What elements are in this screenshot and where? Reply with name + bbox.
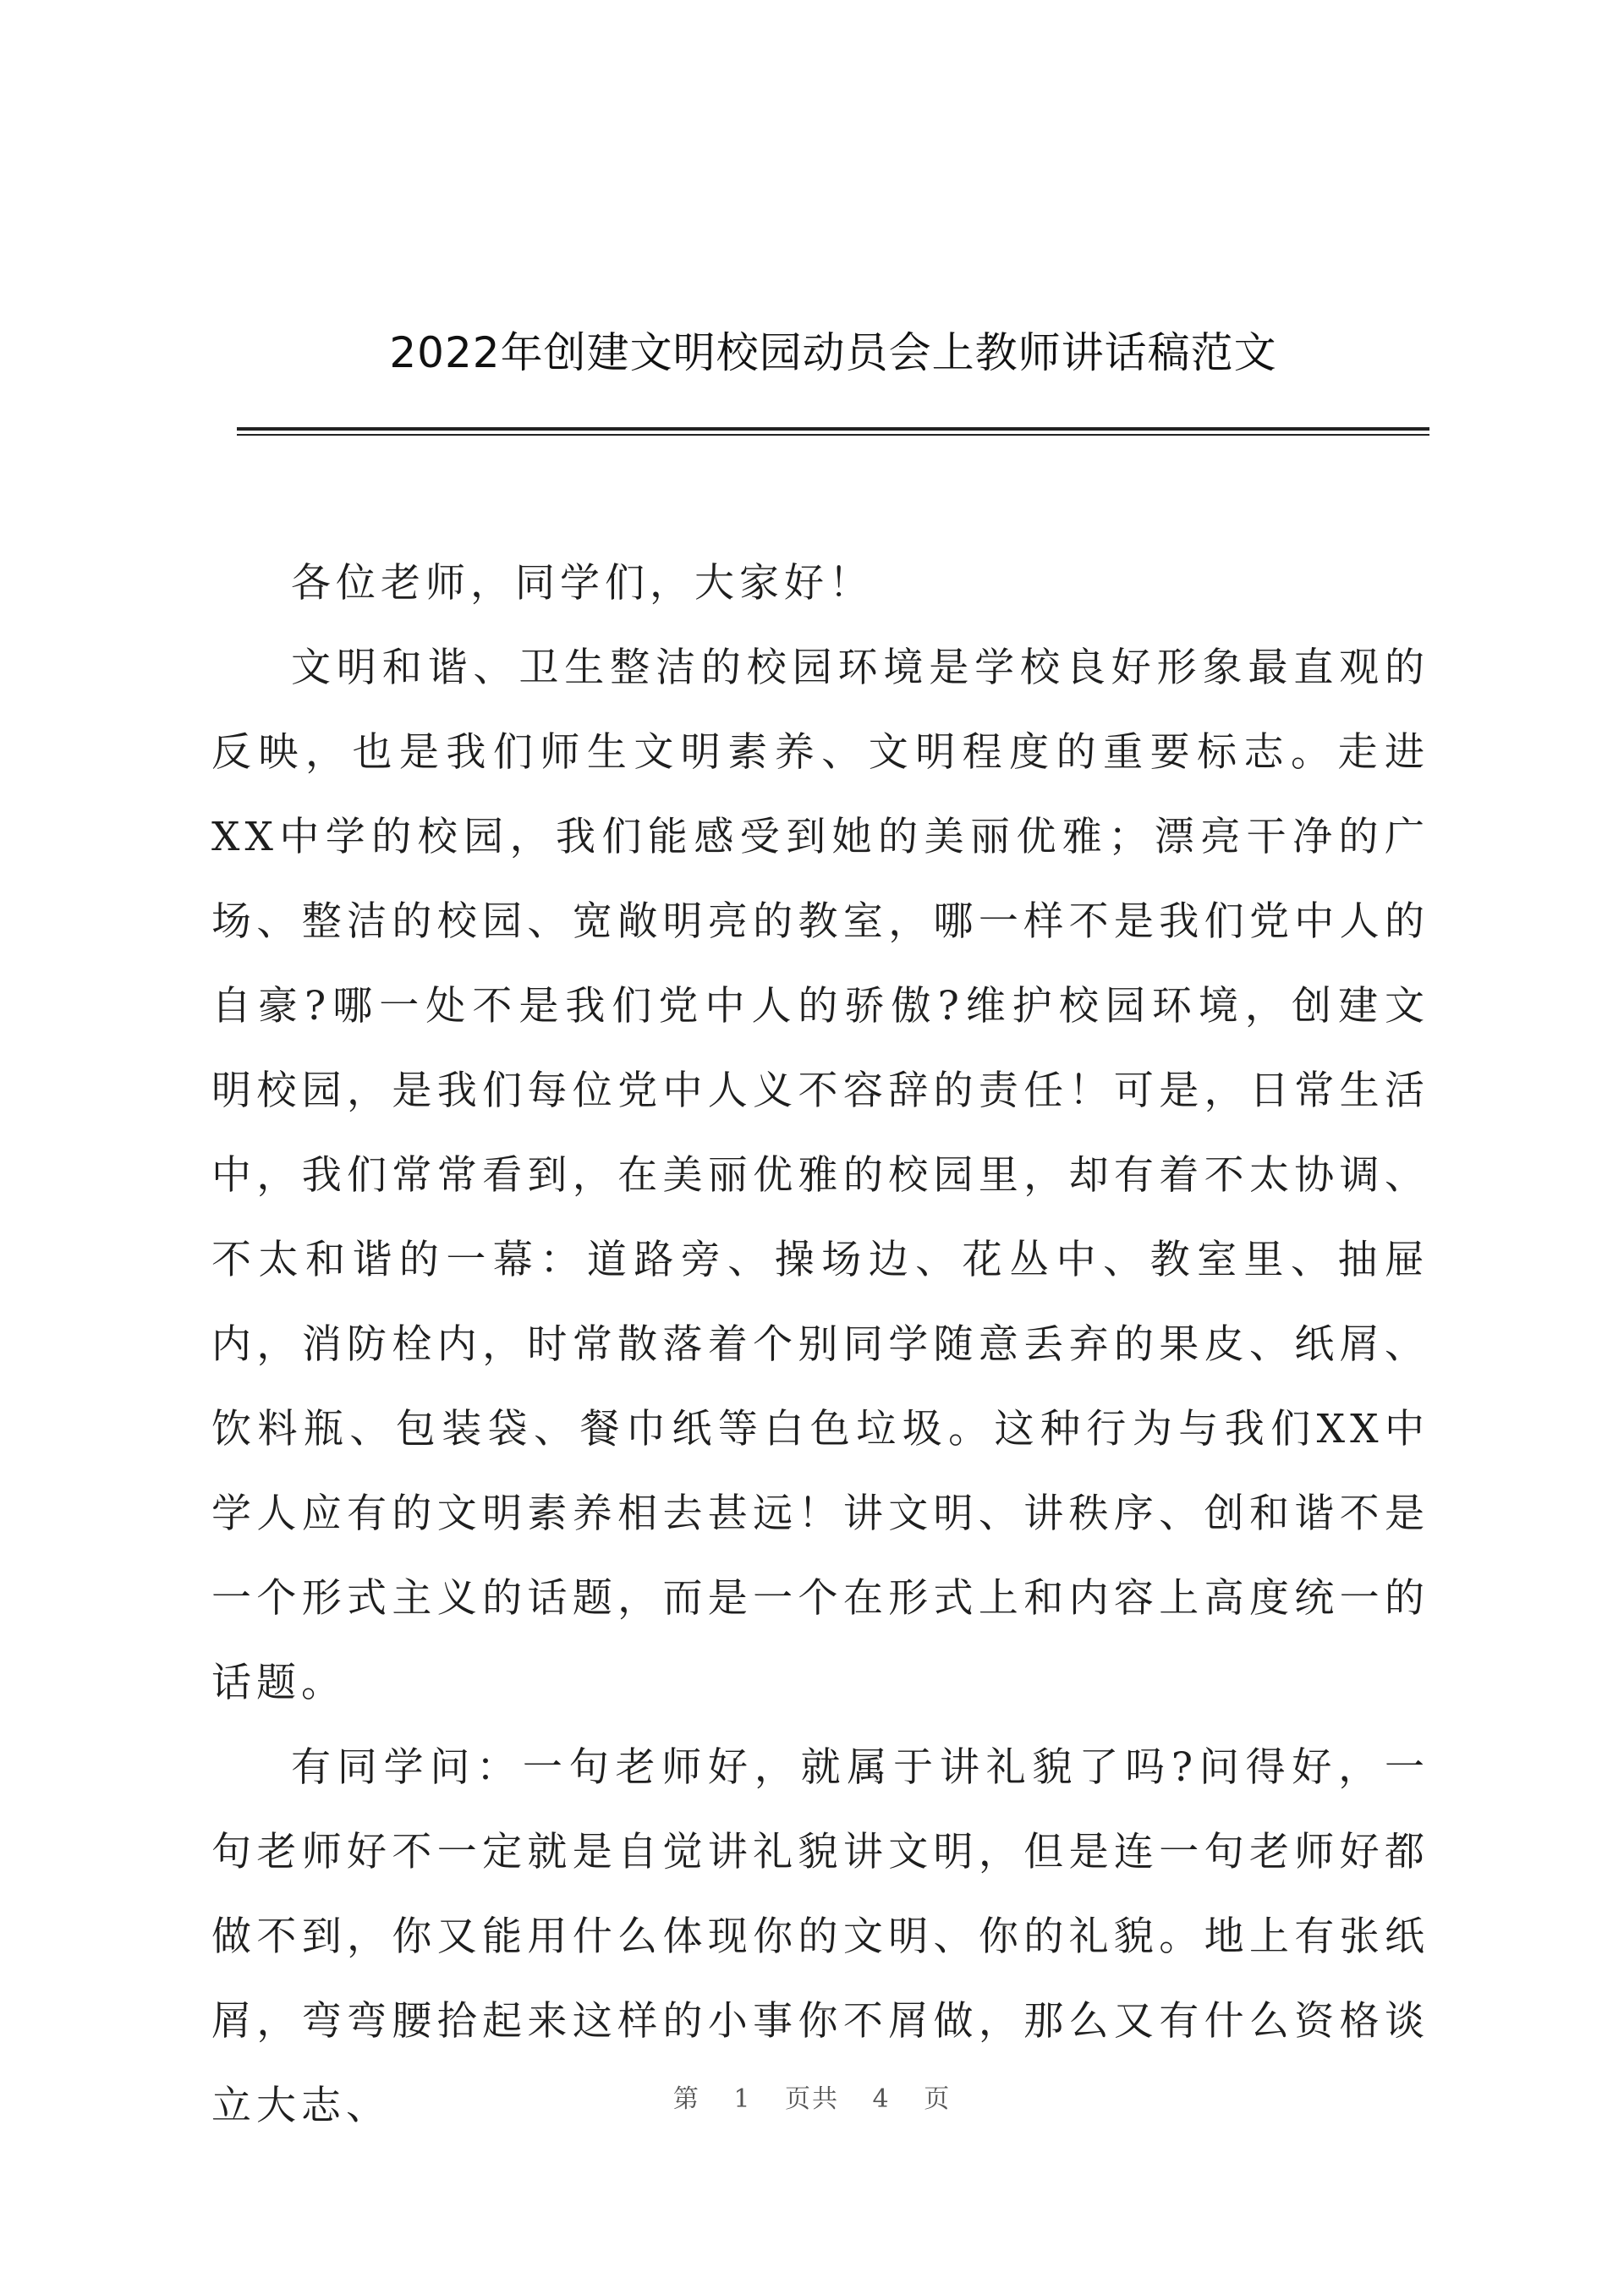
- footer-prefix: 第: [672, 2084, 700, 2114]
- title-rule-thin: [237, 434, 1429, 436]
- footer-mid: 页共: [785, 2084, 839, 2114]
- page-footer: [0, 2083, 1624, 2117]
- footer-current-page: 1: [733, 2084, 752, 2114]
- title-rule-thick: [237, 427, 1429, 431]
- paragraph: 文明和谐、卫生整洁的校园环境是学校良好形象最直观的反映，也是我们师生文明素养、文明程度的重要标志。走进XX中学的校园，我们能感受到她的美丽优雅；漂亮干净的广场、整洁的校园、宽敞明亮的教室，哪一样不是我们党中人的自豪?哪一处不是我们党中人的骄傲?维护校园环境，创建文明校园，是我们每位党中人义不容辞的责任！可是，日常生活中，我们常常看到，在美丽优雅的校园里，却有着不太协调、不太和谐的一幕：道路旁、操场边、花丛中、教室里、抽屉内，消防栓内，时常散落着个别同学随意丢弃的果皮、纸屑、饮料瓶、包装袋、餐巾纸等白色垃圾。这种行为与我们XX中学人应有的文明素养相去甚远！讲文明、讲秩序、创和谐不是一个形式主义的话题，而是一个在形式上和内容上高度统一的话题。: [211, 645, 1429, 1706]
- paragraph: 有同学问：一句老师好，就属于讲礼貌了吗?问得好，一句老师好不一定就是自觉讲礼貌讲文明，但是连一句老师好都做不到，你又能用什么体现你的文明、你的礼貌。地上有张纸屑，弯弯腰拾起来这样的小事你不屑做，那么又有什么资格谈立大志、: [211, 1744, 1429, 2129]
- footer-suffix: 页: [924, 2084, 952, 2114]
- footer-total-pages: 4: [872, 2084, 891, 2114]
- paragraph-greeting: 各位老师，同学们，大家好！: [291, 560, 874, 607]
- document-title: 2022年创建文明校园动员会上教师讲话稿范文: [389, 328, 1277, 377]
- document-body: [211, 541, 1429, 2149]
